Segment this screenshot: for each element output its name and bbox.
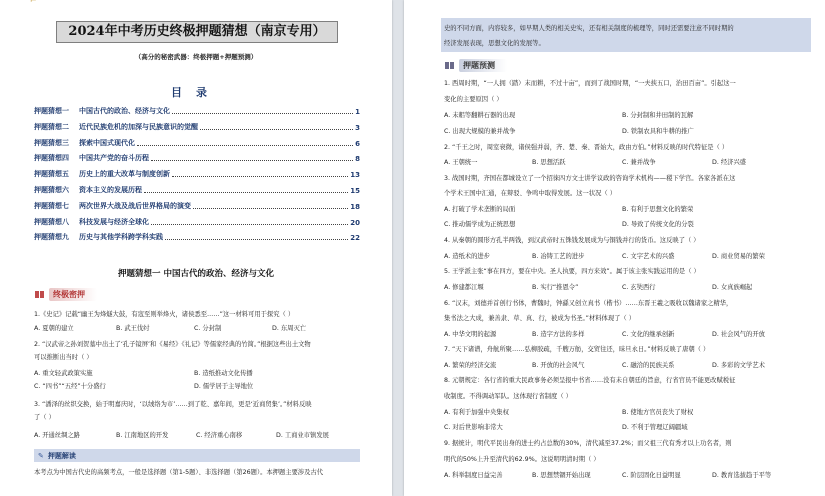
analysis-text: 本考点为中国古代史的高频考点，一般是选择题（第1-5题）、非选择题（第26题）。本押题主要涉及古代 xyxy=(34,469,324,476)
toc-entry-title: 历史与其他学科跨学科实践 xyxy=(79,233,163,242)
toc-leader xyxy=(200,129,353,130)
toc-leader xyxy=(193,208,348,209)
option: C. 兼并战争 xyxy=(622,159,656,166)
toc-entry-label: 押题猜想二 xyxy=(34,122,69,131)
option: D. 商业贸易的繁荣 xyxy=(712,253,765,260)
option: A. 夏朝的建立 xyxy=(34,325,74,332)
option: B. 思想活跃 xyxy=(532,159,566,166)
analysis-header xyxy=(34,449,360,462)
toc-entry-label: 押题猜想三 xyxy=(34,138,69,147)
option: C. 阶层固化日益明显 xyxy=(622,472,681,479)
option: A. 开通丝绸之路 xyxy=(34,432,80,439)
option: A. 中华文明的起源 xyxy=(444,331,497,338)
question-8-options-1 xyxy=(444,407,693,416)
question-1-options xyxy=(34,323,306,332)
option: D. 教育选拔趋于平等 xyxy=(712,472,772,479)
option: C. 文化的继承创新 xyxy=(622,331,675,338)
toc-entry-title: 科技发展与经济全球化 xyxy=(79,217,149,226)
option: A. 科举制度日益完善 xyxy=(444,472,503,479)
toc-entry-label: 押题猜想六 xyxy=(34,186,69,194)
option: B. 使地方官员丧失了财权 xyxy=(622,409,694,416)
toc-entry[interactable] xyxy=(34,151,360,163)
toc-entry-title: 历史上的重大改革与制度创新 xyxy=(79,170,170,179)
toc-entry-title: 资本主义的发展历程 xyxy=(79,186,142,194)
option: D. 女真族崛起 xyxy=(712,284,753,291)
option: A. 王朝统一 xyxy=(444,159,478,166)
option: D. 东周灭亡 xyxy=(272,325,307,332)
question-3-line-2: 个学术王国中汇通，在辩驳、争鸣中取得发展。这一状况（ ） xyxy=(444,190,617,197)
question-1-options-2 xyxy=(444,126,694,135)
toc-entry-title: 中国共产党的奋斗历程 xyxy=(79,154,149,163)
toc-entry-page: 1 xyxy=(355,108,360,116)
option: B. 江南地区的开发 xyxy=(116,432,169,439)
option: A. 造纸术的进步 xyxy=(444,253,490,260)
question-3-options-1 xyxy=(444,204,693,213)
question-3-options-2 xyxy=(444,219,694,228)
toc-entry-page: 15 xyxy=(350,187,360,195)
option: D. 多彩的文学艺术 xyxy=(712,362,765,369)
option: B. 开放的社会风气 xyxy=(532,362,585,369)
analysis-title: 押题解读 xyxy=(47,451,76,460)
intro-line-2: 经济发展表现，思想文化的发展等。 xyxy=(444,40,545,47)
banner-label: 押题预测 xyxy=(459,59,507,72)
document-title: 2024年中考历史终极押题猜想（南京专用） xyxy=(56,21,338,43)
option: C. 分封制 xyxy=(194,325,222,332)
option: B. 冶铸工艺的进步 xyxy=(532,253,585,260)
toc-heading: 目录 xyxy=(171,86,221,99)
option: B. 分封制和井田制的瓦解 xyxy=(622,112,694,119)
option: B. 造字方法的多样 xyxy=(532,331,585,338)
question-4-line-1: 4. 从秦朝的圆形方孔半两钱，到汉武帝时五铢钱发展成为与铜钱并行的货币。这反映了（ ） xyxy=(444,237,700,244)
final-prediction-banner xyxy=(34,287,97,301)
question-1: 1.《史记》记载“幽王为烽燧大鼓，有寇至则举烽火，诸侯悉至……”这一材料可用于探究（ ） xyxy=(34,311,295,318)
option: C. 文字艺术的兴盛 xyxy=(622,253,675,260)
option: D. 经济兴盛 xyxy=(712,159,747,166)
toc-entry-page: 13 xyxy=(350,171,360,180)
option: B. 思想禁锢开始出现 xyxy=(532,472,591,479)
option: A. 有利于加强中央集权 xyxy=(444,409,509,416)
question-3-line-1: 3. “潘泽的丝织交换，始于明嘉庆时，‘以绒络为市’……到了乾、嘉年间，更是‘近商贸集’。”材料反映 xyxy=(34,401,312,408)
question-2-options-1 xyxy=(34,368,253,377)
toc-entry[interactable] xyxy=(34,104,360,116)
question-5-options xyxy=(444,282,752,291)
option: B. 武王伐纣 xyxy=(116,325,150,332)
toc-entry-label: 押题猜想八 xyxy=(34,217,69,226)
toc-entry-title: 中国古代的政治、经济与文化 xyxy=(79,107,170,115)
toc-leader xyxy=(165,239,348,240)
toc-entry-label: 押题猜想五 xyxy=(34,170,69,179)
toc-entry-label: 押题猜想七 xyxy=(34,201,69,210)
question-3-line-1: 3. 战国时期，齐国在都城设立了一个招徕四方文士讲学议政的咨询学术机构——稷下学宫。各家各派在这 xyxy=(444,175,736,182)
toc-leader xyxy=(137,145,353,146)
option: A. 打破了学术垄断的局面 xyxy=(444,206,516,213)
question-7-options xyxy=(444,360,765,369)
question-8-line-2: 收制度。不得调动军队。这体现行省制度（ ） xyxy=(444,393,572,400)
question-1-line-2: 变化的主要原因（ ） xyxy=(444,96,503,103)
option: A. 修建都江堰 xyxy=(444,284,484,291)
option: C. 融洽的民族关系 xyxy=(622,362,675,369)
toc-entry-page: 8 xyxy=(355,155,360,164)
toc-entry[interactable] xyxy=(34,199,360,211)
document-page-left xyxy=(0,0,392,496)
option: D. 不利于管理辽阔疆域 xyxy=(622,424,688,431)
toc-entry-title: 近代民族危机的加深与民族意识的觉醒 xyxy=(79,122,198,131)
document-subtitle: （高分的秘密武器：终极押题+押题预测） xyxy=(134,53,258,61)
question-1-line-1: 1. 西周时期，“一人拥（踏）末而耕，不过十亩”，而到了战国时期，“一夫挟五口，治田百亩”。引起这一 xyxy=(444,80,736,87)
option: C. “四书”“五经”十分盛行 xyxy=(34,383,106,390)
toc-entry-page: 18 xyxy=(350,202,360,211)
question-2-line-1: 2. “汉武帝之孙刘贺墓中出土了‘孔子镜屏’和《易经》《礼记》等儒家经典的竹简。”根据这些出土文物 xyxy=(34,341,311,348)
banner-label: 终极密押 xyxy=(49,288,97,301)
question-9-options xyxy=(444,470,771,479)
question-2-options-2 xyxy=(34,381,253,390)
crop-mark: ⌐ xyxy=(30,0,37,5)
option: A. 未耜等翻耕石器的出现 xyxy=(444,112,516,119)
toc-entry-title: 探索中国式现代化 xyxy=(79,138,135,147)
question-5-line-1: 5. 王学派主张“事在四方，要在中央。圣人执要，四方来效”。属于该主张实践运用的是（ ） xyxy=(444,268,700,275)
option: D. 导致了传统文化的分裂 xyxy=(622,221,694,228)
question-8-options-2 xyxy=(444,422,688,431)
option: B. 造纸推动文化传播 xyxy=(194,370,253,377)
toc-entry-title: 两次世界大战及战后世界格局的演变 xyxy=(79,201,191,210)
toc-leader xyxy=(172,176,348,177)
toc-entry-page: 20 xyxy=(350,218,360,227)
option: B. 有利于思想文化的繁荣 xyxy=(622,206,694,213)
toc-entry[interactable] xyxy=(34,183,360,195)
question-7-line-1: 7. “天下诸谱，舟航所聚……弘柳胶疏，千艘万舫，交贸往还，昧旦永日。”材料反映了唐朝（ ） xyxy=(444,346,710,353)
question-8-line-1: 8. 元朝规定：各行省的重大民政事务必须呈报中书省……没有未自朝廷的旨意，行省官员不能更改赋税征 xyxy=(444,377,736,384)
question-2-line-1: 2. “千王之时，周室衰微，诸侯强并弱，齐、楚、秦、晋始大，政由方伯。”材料反映的时代特征是（ ） xyxy=(444,144,729,151)
question-4-options xyxy=(444,251,765,260)
option: D. 社会风气的开放 xyxy=(712,331,765,338)
option: C. 玄奘西行 xyxy=(622,284,656,291)
question-9-line-1: 9. 据统计，明代平民出身的进士约占总数的30%，清代减至37.2%；而父祖三代有秀才以上功名者，则 xyxy=(444,440,732,447)
intro-line-1: 史的不同方面，内容较多，如早期人类的相关史实，还有相关制度的梳理等，同时还需要注意不同时期的 xyxy=(444,25,734,32)
toc-entry[interactable] xyxy=(34,136,360,148)
document-page-right xyxy=(404,0,825,496)
question-3-line-2: 了（ ） xyxy=(34,414,55,421)
question-9-line-2: 明代的50%上升至清代的62.9%。这说明明清时期（ ） xyxy=(444,456,600,463)
toc-entry[interactable] xyxy=(34,215,360,227)
book-icon xyxy=(444,60,455,71)
question-1-options-1 xyxy=(444,110,693,119)
question-2-options xyxy=(444,157,746,166)
option: A. 繁荣的经济交流 xyxy=(444,362,497,369)
toc-leader xyxy=(151,224,348,225)
toc-leader xyxy=(144,192,348,193)
option: C. 对后世影响非常大 xyxy=(444,424,503,431)
option: B. 实行“推恩令” xyxy=(532,284,579,291)
toc-entry[interactable] xyxy=(34,167,360,179)
book-icon xyxy=(34,289,45,300)
question-6-options xyxy=(444,329,765,338)
question-6-line-2: 集书法之大成，兼善隶、草、真、行，被成为书圣。”材料体现了（ ） xyxy=(444,315,636,322)
option: C. 出现大规模的兼并战争 xyxy=(444,128,516,135)
section-heading: 押题猜想一 中国古代的政治、经济与文化 xyxy=(118,269,274,279)
question-6-line-1: 6. “汉末，刘德并首创行书体，曹魏时，钟繇又创立真书（楷书）……东晋王羲之吸收以魏诸家之精华， xyxy=(444,300,733,307)
toc-entry-page: 3 xyxy=(355,123,360,132)
option: C. 经济重心南移 xyxy=(196,432,243,439)
toc-entry[interactable] xyxy=(34,120,360,132)
option: D. 工商业市镇发展 xyxy=(276,432,329,439)
question-2-line-2: 可以推断出当时（ ） xyxy=(34,354,93,361)
toc-entry-label: 押题猜想九 xyxy=(34,233,69,242)
option: D. 铁制农具和牛耕的推广 xyxy=(622,128,694,135)
toc-leader xyxy=(172,113,353,114)
toc-entry-page: 22 xyxy=(350,234,360,243)
toc-entry[interactable] xyxy=(34,230,360,242)
prediction-banner xyxy=(444,58,507,72)
pin-icon: ✎ xyxy=(38,451,44,460)
option: C. 推动儒学成为正统思想 xyxy=(444,221,516,228)
toc-entry-page: 6 xyxy=(355,139,360,148)
option: D. 儒学居于主导地位 xyxy=(194,383,254,390)
toc-entry-label: 押题猜想一 xyxy=(34,107,69,115)
toc-entry-label: 押题猜想四 xyxy=(34,154,69,163)
question-3-options xyxy=(34,430,329,439)
toc-leader xyxy=(151,160,353,161)
option: A. 重文轻武政策实施 xyxy=(34,370,93,377)
